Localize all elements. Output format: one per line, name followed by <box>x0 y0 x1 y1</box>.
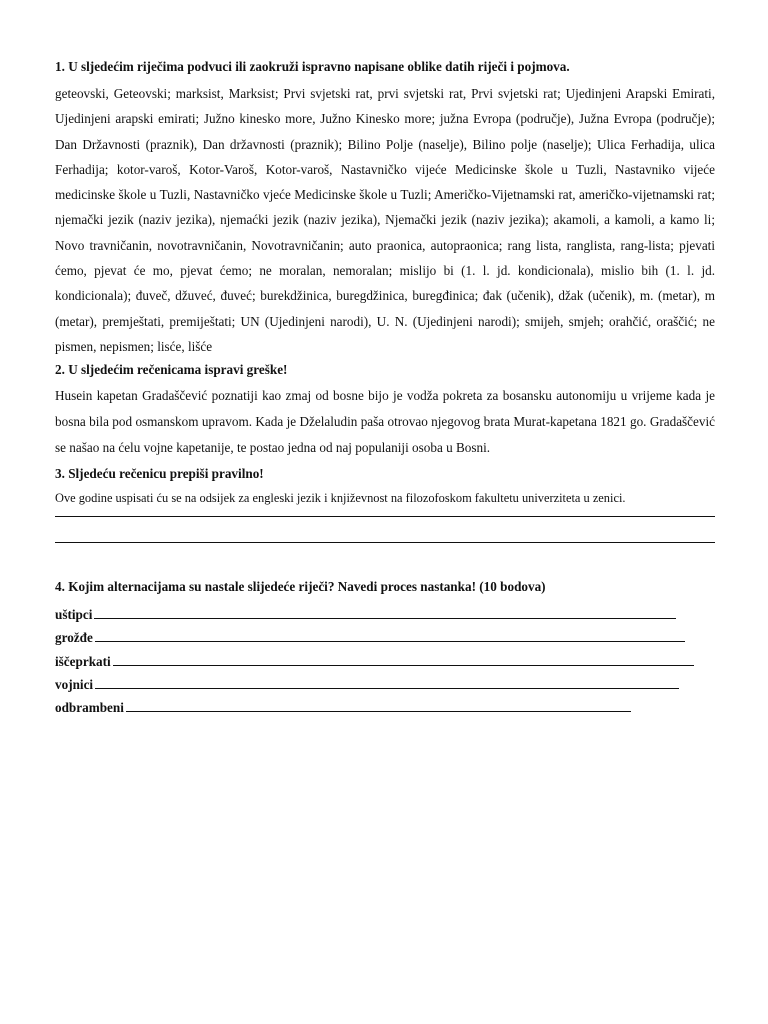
question-4 <box>55 577 715 716</box>
list-item <box>55 600 715 623</box>
answer-line-1[interactable] <box>55 516 715 517</box>
question-1-title: 1. U sljedećim riječima podvuci ili zaokruži ispravno napisane oblike datih riječi i pojmova. <box>55 59 570 74</box>
question-3-title: 3. Sljedeću rečenicu prepiši pravilno! <box>55 465 264 481</box>
question-2-text: Husein kapetan Gradaščević poznatiji kao zmaj od bosne bijo je vodža pokreta za bosansku autonomiju u vrijeme kada je bosna bila pod osmanskom upravom. Kada je Dželaludin paša otrovao njegovog brata Murat-kapetana 1821 go. Gradaščević se našao na ćelu vojne kapetanije, te postao jedna od naj populaniji osoba u Bosni. <box>55 388 715 455</box>
question-1-text: geteovski, Geteovski; marksist, Marksist; Prvi svjetski rat, prvi svjetski rat, Prvi svjetski rat; Ujedinjeni Arapski Emirati, Ujedinjeni arapski emirati; Južno kinesko more, Južno Kinesko more; južna Evropa (područje), Južna Evropa (područje); Dan Državnosti (praznik), Dan državnosti (praznik); Bilino Polje (naselje), Bilino polje (naselje); Ulica Ferhadija, ulica Ferhadija; kotor-varoš, Kotor-Varoš, Kotor-varoš, Nastavničko vijeće Medicinske škole u Tuzli, Nastavniko vijeće medicinske škole u Tuzli, Nastavničko vjeće Medicinske škole u Tuzli; Američko-Vijetnamski rat, američko-vijetnamski rat; njemački jezik (naziv jezika), njemaćki jezik (naziv jezika), Njemački jezik (naziv jezika); akamoli, a kamoli, a kamo li; Novo travničanin, novotravničanin, Novotravničanin; auto praonica, autopraonica; rang lista, ranglista, rang-lista; pjevati ćemo, pjevat će mo, pjevat ćemo; ne moralan, nemoralan; mislijo bi (1. l. jd. kondicionala), mislio bih (1. l. jd. kondicionala); đuveč, džuveć, đuveć; burekdžinica, buregdžinica, buregđinica; đak (učenik), džak (učenik), m. (metar), m (metar), premještati, premiještati; UN (Ujedinjeni narodi), U. N. (Ujedinjeni narodi); smijeh, smjeh; orahčić, oraščić; ne pismen, nepismen; lisće, lišće <box>55 86 715 354</box>
answer-line[interactable] <box>113 665 694 666</box>
word-label: iščeprkati <box>55 653 111 669</box>
question-1 <box>55 57 715 359</box>
word-label: vojnici <box>55 676 94 692</box>
list-item <box>55 693 715 716</box>
word-list <box>55 600 715 716</box>
word-label: uštipci <box>55 606 93 622</box>
list-item <box>55 623 715 646</box>
answer-line[interactable] <box>126 711 631 712</box>
word-label: grožđe <box>55 630 93 646</box>
answer-line[interactable] <box>95 688 679 689</box>
list-item <box>55 670 715 693</box>
question-3 <box>55 464 715 543</box>
worksheet-page <box>55 57 715 716</box>
answer-line[interactable] <box>95 641 685 642</box>
question-4-title: 4. Kojim alternacijama su nastale slijedeće riječi? Navedi proces nastanka! (10 bodova) <box>55 578 546 594</box>
list-item <box>55 646 715 669</box>
answer-line-2[interactable] <box>55 542 715 543</box>
question-2 <box>55 360 715 460</box>
question-2-title: 2. U sljedećim rečenicama ispravi greške! <box>55 362 288 378</box>
answer-line[interactable] <box>94 618 676 619</box>
question-3-sentence: Ove godine uspisati ću se na odsijek za engleski jezik i književnost na filozofoskom fakultetu univerziteta u zenici. <box>55 490 626 505</box>
word-label: odbrambeni <box>55 700 124 716</box>
